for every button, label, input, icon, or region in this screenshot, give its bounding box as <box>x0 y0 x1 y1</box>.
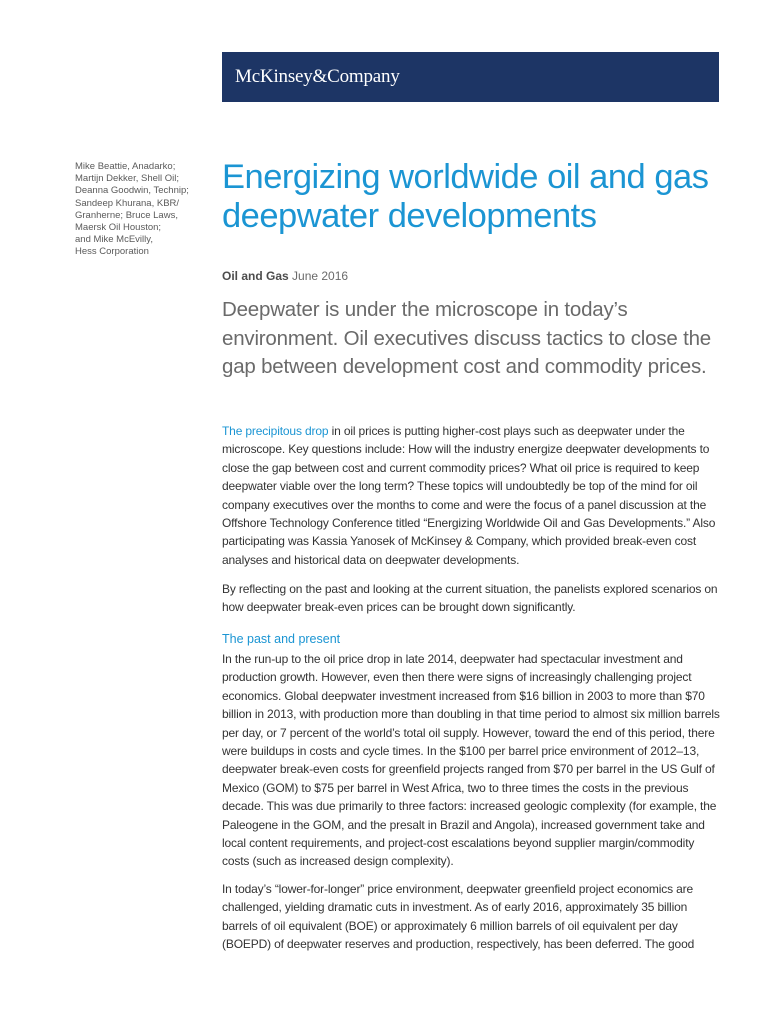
publish-date: June 2016 <box>292 269 349 283</box>
body-paragraph-4: In today’s “lower-for-longer” price environment, deepwater greenfield project economics are challenged, yielding dramatic cuts in investment. As of early 2016, approximately 35 billion barrels of oil equivalent (BOE) or approximately 6 million barrels of oil equivalent per day (BOEPD) of deepwater reserves and production, respectively, has been deferred. The good <box>222 882 695 952</box>
lead-in: The precipitous drop <box>222 424 329 438</box>
body-paragraph-2: By reflecting on the past and looking at the current situation, the panelists explored scenarios on how deepwater break-even prices can be brought down significantly. <box>222 582 718 615</box>
author-line: Mike Beattie, Anadarko; <box>75 161 176 172</box>
paragraph-text: in oil prices is putting higher-cost plays such as deepwater under the microscope. Key questions include: How will the industry energize deepwater developments to close the gap between cost and current commodity prices? What oil price is required to keep deepwater viable over the long term? These topics will undoubtedly be top of the mind for oil company executives over the months to come and were the focus of a panel discussion at the Offshore Technology Conference titled “Energizing Worldwide Oil and Gas Developments.” Also participating was Kassia Yanosek of McKinsey & Company, which provided break-even cost analyses and historical data on deepwater developments. <box>222 424 716 567</box>
article-title: Energizing worldwide oil and gas deepwater developments <box>222 158 709 235</box>
body-paragraph-3: In the run-up to the oil price drop in late 2014, deepwater had spectacular investment and production growth. However, even then there were signs of increasingly challenging project economics. Global deepwater investment increased from $16 billion in 2003 to more than $70 billion in 2013, with production more than doubling in that time period to almost six million barrels per day, or 7 percent of the world’s total oil supply. However, toward the end of this period, there were buildups in costs and cycle times. In the $100 per barrel price environment of 2012–13, deepwater break-even costs for greenfield projects ranged from $70 per barrel in the US Gulf of Mexico (GOM) to $75 per barrel in West Africa, two to three times the costs in the previous decade. This was due primarily to three factors: increased geologic complexity (for example, the Paleogene in the GOM, and the presalt in Brazil and Angola), increased government take and local content requirements, and project-cost escalations beyond supplier margin/commodity costs (such as increased design complexity). <box>222 652 720 869</box>
header-banner <box>222 52 719 102</box>
article-meta <box>222 269 348 283</box>
author-line: Sandeep Khurana, KBR/ <box>75 197 180 209</box>
author-list <box>75 161 215 259</box>
author-line: Granherne; Bruce Laws, <box>75 209 178 221</box>
author-line: and Mike McEvilly, <box>75 234 153 246</box>
author-line: Deanna Goodwin, Technip; <box>75 185 189 197</box>
author-line: Hess Corporation <box>75 246 149 258</box>
section-label: Oil and Gas <box>222 269 289 283</box>
author-line: Maersk Oil Houston; <box>75 222 162 234</box>
author-line: Martijn Dekker, Shell Oil; <box>75 173 180 185</box>
section-heading: The past and present <box>222 632 341 646</box>
article-dek: Deepwater is under the microscope in today’s environment. Oil executives discuss tactics to close the gap between development cost and commodity prices. <box>222 298 711 378</box>
brand-logo: McKinsey&Company <box>235 66 400 87</box>
body-paragraph-1 <box>222 422 722 569</box>
